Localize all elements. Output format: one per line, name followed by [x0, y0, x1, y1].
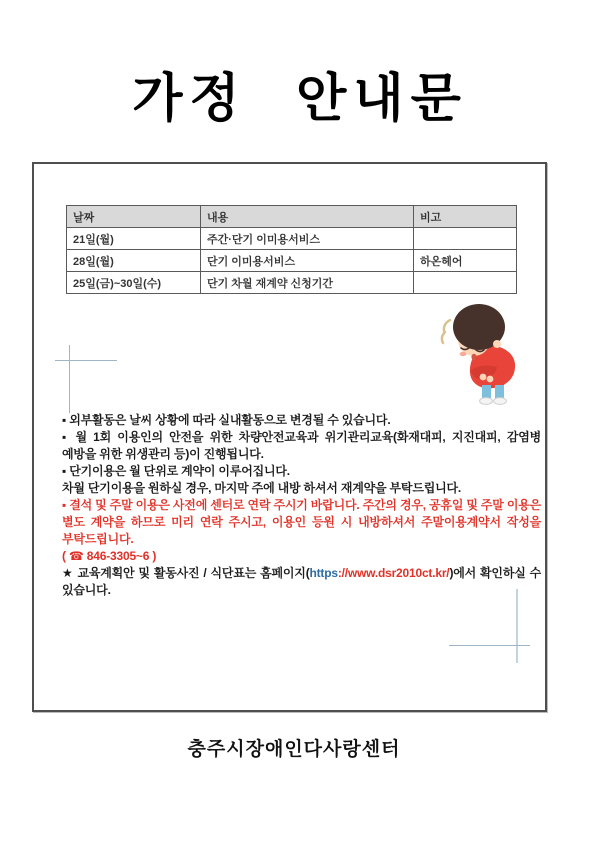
cell-content: 주간·단기 이미용서비스 [201, 228, 414, 250]
note-safety-education: ▪ 월 1회 이용인의 안전을 위한 차량안전교육과 위기관리교육(화재대피, 지진대피, 감염병 예방을 위한 위생관리 등)이 진행됩니다. [62, 430, 541, 461]
cell-content: 단기 이미용서비스 [201, 250, 414, 272]
note-outdoor-activities: ▪ 외부활동은 날씨 상황에 따라 실내활동으로 변경될 수 있습니다. [62, 413, 391, 427]
motion-line-icon [442, 332, 445, 343]
col-header-content: 내용 [201, 206, 414, 228]
mouth-shape [471, 354, 476, 360]
homepage-note-suffix: )에서 확인하실 수 있습니다. [62, 566, 541, 597]
hand-shape [487, 376, 494, 383]
table-row [67, 228, 517, 250]
right-cross-mark-vertical [516, 589, 518, 663]
table-header-row [67, 206, 517, 228]
cell-note: 하온헤어 [414, 250, 517, 272]
note-recontract-request: 차월 단기이용을 원하실 경우, 마지막 주에 내방 하셔서 재계약을 부탁드립니다. [62, 481, 462, 495]
pants-shape [495, 385, 504, 399]
table-row [67, 272, 517, 294]
right-cross-mark-horizontal [449, 645, 530, 646]
homepage-link-rest[interactable]: ://www.dsr2010ct.kr/ [337, 566, 450, 580]
blush-shape [460, 352, 467, 356]
hand-shape [480, 374, 487, 381]
motion-line-icon [444, 320, 450, 331]
bowing-boy-illustration [438, 300, 520, 406]
cell-note [414, 272, 517, 294]
col-header-date: 날짜 [67, 206, 201, 228]
left-cross-mark-horizontal [55, 360, 117, 361]
phone-number-line: ( ☎ 846-3305~6 ) [62, 549, 157, 563]
cell-date: 28일(월) [67, 250, 201, 272]
ear-shape [493, 340, 501, 348]
left-cross-mark-vertical [69, 345, 70, 413]
pants-shape [482, 385, 491, 399]
schedule-table [66, 205, 517, 294]
cell-date: 25일(금)~30일(수) [67, 272, 201, 294]
notice-text-block [62, 412, 541, 599]
cell-content: 단기 차월 재계약 신청기간 [201, 272, 414, 294]
page-title: 가정 안내문 [132, 70, 468, 128]
col-header-note: 비고 [414, 206, 517, 228]
cell-date: 21일(월) [67, 228, 201, 250]
homepage-note-prefix: ★ 교육계획안 및 활동사진 / 식단표는 홈페이지( [62, 566, 310, 580]
table-row [67, 250, 517, 272]
homepage-link-scheme[interactable]: https [309, 566, 338, 580]
cell-note [414, 228, 517, 250]
note-absence-weekend-warning: ▪ 결석 및 주말 이용은 사전에 센터로 연락 주시기 바랍니다. 주간의 경우, 공휴일 및 주말 이용은 별도 계약을 하므로 미리 연락 주시고, 이용인 등원 시 내방하셔서 주말이용계약서 작성을 부탁드립니다. [62, 498, 541, 546]
shoe-shape [480, 398, 493, 405]
shoe-shape [494, 398, 507, 405]
note-homepage [62, 565, 541, 599]
center-name-footer: 충주시장애인다사랑센터 [187, 739, 401, 760]
note-short-term-contract: ▪ 단기이용은 월 단위로 계약이 이루어집니다. [62, 464, 290, 478]
